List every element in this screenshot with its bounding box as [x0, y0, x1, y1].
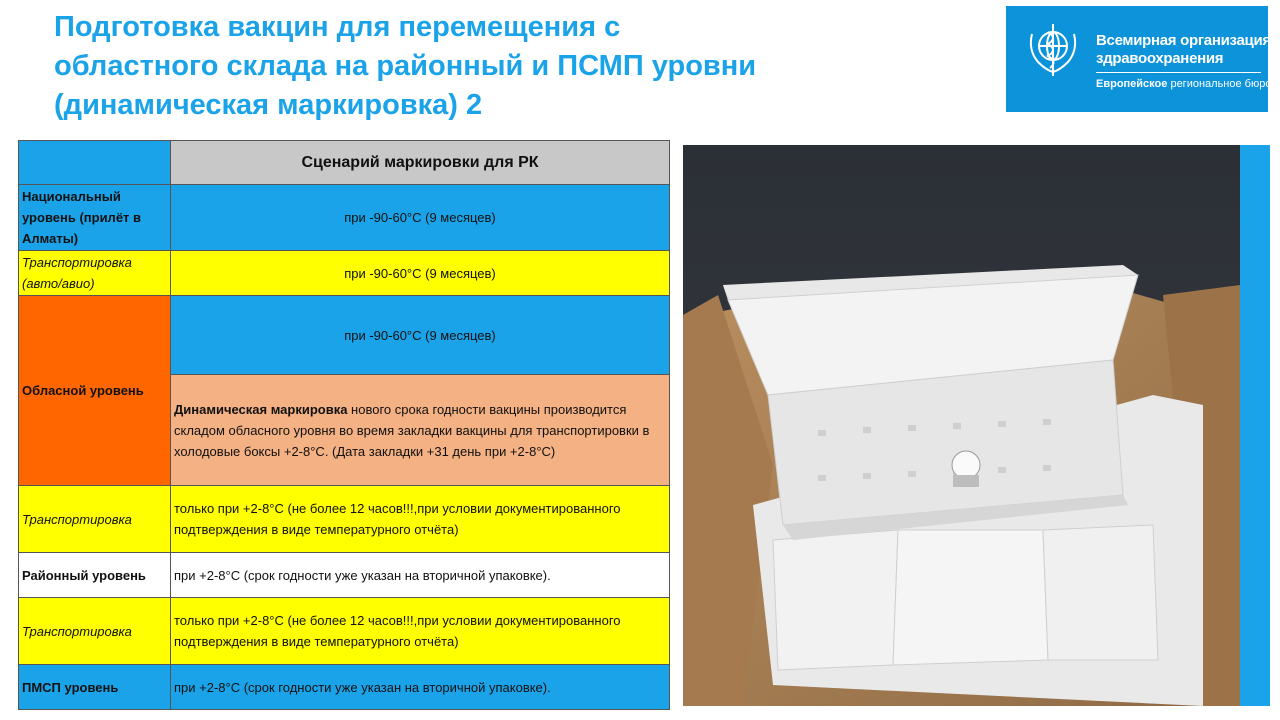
row-label: ПМСП уровень [19, 665, 171, 710]
row-value: при -90-60°C (9 месяцев) [171, 251, 670, 296]
header-empty-cell [19, 141, 171, 185]
slide-title [54, 8, 954, 125]
row-label: Районный уровень [19, 553, 171, 598]
table-row [19, 665, 670, 710]
logo-line-2: здравоохранения [1096, 50, 1224, 67]
row-value: только при +2-8°C (не более 12 часов!!!,при условии документированного подтверждения в виде температурного отчёта) [171, 486, 670, 553]
logo-line-1: Всемирная организация [1096, 32, 1271, 49]
table-row [19, 185, 670, 251]
labeling-scenario-table [18, 140, 670, 710]
title-line-1: Подготовка вакцин для перемещения с [54, 11, 621, 43]
table-row [19, 598, 670, 665]
logo-divider [1096, 72, 1261, 73]
table-header-row [19, 141, 670, 185]
title-line-2: областного склада на районный и ПСМП уровни [54, 50, 757, 82]
row-value: при +2-8°C (срок годности уже указан на вторичной упаковке). [171, 553, 670, 598]
logo-line-3: Европейское региональное бюро [1096, 78, 1272, 90]
vaccine-box-photo [683, 145, 1240, 706]
table-row [19, 296, 670, 375]
row-label: Транспортировка [19, 598, 171, 665]
row-label: Обласной уровень [19, 296, 171, 486]
who-emblem-icon [1020, 16, 1086, 82]
row-label: Транспортировка [19, 486, 171, 553]
row-value: только при +2-8°C (не более 12 часов!!!,при условии документированного подтверждения в виде температурного отчёта) [171, 598, 670, 665]
table-row [19, 486, 670, 553]
table-header: Сценарий маркировки для РК [171, 141, 670, 185]
dynamic-labeling-note: Динамическая маркировка нового срока годности вакцины производится складом обласного уровня во время закладки вакцины для транспортировки в холодовые боксы +2-8°C. (Дата закладки +31 день при +2-8°C) [171, 375, 670, 486]
row-label: Транспортировка (авто/авио) [19, 251, 171, 296]
row-value: при -90-60°C (9 месяцев) [171, 296, 670, 375]
row-value: при -90-60°C (9 месяцев) [171, 185, 670, 251]
who-logo [1006, 6, 1272, 112]
accent-bar [1240, 145, 1270, 706]
table-row [19, 251, 670, 296]
title-line-3: (динамическая маркировка) 2 [54, 89, 483, 121]
row-value: при +2-8°C (срок годности уже указан на вторичной упаковке). [171, 665, 670, 710]
row-label: Национальный уровень (прилёт в Алматы) [19, 185, 171, 251]
table-row [19, 553, 670, 598]
